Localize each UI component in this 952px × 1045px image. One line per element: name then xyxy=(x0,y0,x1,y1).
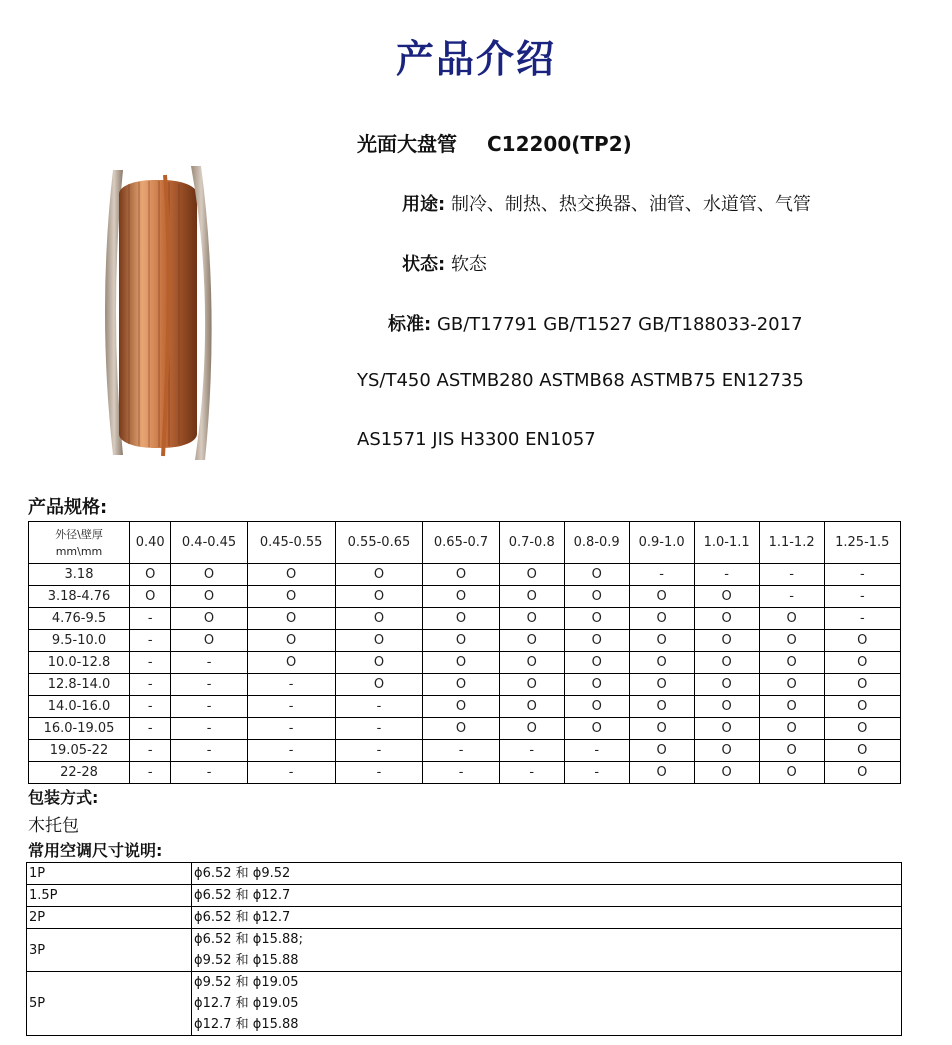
spec-availability-cell: - xyxy=(171,696,247,718)
usage-label: 用途: xyxy=(402,194,446,215)
ac-power-cell: 1P xyxy=(27,863,192,885)
spec-table xyxy=(28,521,901,784)
spec-availability-cell: O xyxy=(629,608,694,630)
ac-size-line: ϕ12.7 和 ϕ19.05 xyxy=(194,996,299,1011)
ac-row xyxy=(27,863,902,885)
spec-availability-cell: O xyxy=(759,652,824,674)
spec-availability-cell: O xyxy=(564,696,629,718)
standard-line-2: YS/T450 ASTMB280 ASTMB68 ASTMB75 EN12735 xyxy=(357,370,804,391)
spec-col-header: 0.65-0.7 xyxy=(423,522,499,564)
spec-availability-cell: O xyxy=(499,586,564,608)
ac-size-cell xyxy=(192,972,902,1036)
spec-row xyxy=(29,696,901,718)
spec-availability-cell: - xyxy=(130,608,171,630)
spec-col-header: 0.9-1.0 xyxy=(629,522,694,564)
spec-availability-cell: O xyxy=(564,564,629,586)
spec-col-header: 1.1-1.2 xyxy=(759,522,824,564)
spec-availability-cell: - xyxy=(171,762,247,784)
spec-availability-cell: - xyxy=(130,696,171,718)
spec-availability-cell: O xyxy=(694,608,759,630)
packing-section-label: 包装方式: xyxy=(28,788,99,807)
ac-power-cell: 5P xyxy=(27,972,192,1036)
product-code: C12200(TP2) xyxy=(487,132,632,156)
spec-availability-cell: - xyxy=(171,740,247,762)
spec-availability-cell: - xyxy=(824,608,900,630)
spec-col-header: 0.40 xyxy=(130,522,171,564)
spec-availability-cell: - xyxy=(423,762,499,784)
ac-size-line: ϕ12.7 和 ϕ15.88 xyxy=(194,1017,299,1032)
spec-availability-cell: O xyxy=(247,608,335,630)
spec-availability-cell: O xyxy=(629,696,694,718)
spec-availability-cell: O xyxy=(564,630,629,652)
spec-col-header: 0.4-0.45 xyxy=(171,522,247,564)
spec-availability-cell: O xyxy=(247,652,335,674)
spec-row xyxy=(29,762,901,784)
copper-coil-image xyxy=(95,160,220,465)
spec-availability-cell: O xyxy=(629,652,694,674)
spec-availability-cell: O xyxy=(423,652,499,674)
spec-availability-cell: - xyxy=(564,762,629,784)
spec-availability-cell: O xyxy=(564,652,629,674)
spec-availability-cell: O xyxy=(824,762,900,784)
spec-availability-cell: O xyxy=(694,740,759,762)
spec-availability-cell: O xyxy=(564,608,629,630)
spec-availability-cell: - xyxy=(171,718,247,740)
standard-line xyxy=(388,310,803,336)
spec-availability-cell: O xyxy=(171,564,247,586)
spec-availability-cell: O xyxy=(824,652,900,674)
page-title: 产品介绍 xyxy=(395,37,556,81)
spec-availability-cell: O xyxy=(694,718,759,740)
spec-row xyxy=(29,564,901,586)
standard-line-3: AS1571 JIS H3300 EN1057 xyxy=(357,429,596,450)
spec-availability-cell: O xyxy=(247,630,335,652)
state-label: 状态: xyxy=(402,254,446,275)
spec-availability-cell: O xyxy=(694,674,759,696)
spec-availability-cell: - xyxy=(171,652,247,674)
spec-od-cell: 10.0-12.8 xyxy=(29,652,130,674)
ac-size-cell xyxy=(192,863,902,885)
spec-col-header: 1.25-1.5 xyxy=(824,522,900,564)
spec-col-header: 0.45-0.55 xyxy=(247,522,335,564)
spec-availability-cell: O xyxy=(694,696,759,718)
spec-availability-cell: O xyxy=(247,586,335,608)
spec-availability-cell: - xyxy=(335,762,423,784)
ac-size-cell xyxy=(192,929,902,972)
spec-row xyxy=(29,674,901,696)
spec-availability-cell: O xyxy=(423,696,499,718)
spec-availability-cell: O xyxy=(423,564,499,586)
spec-availability-cell: O xyxy=(759,630,824,652)
spec-availability-cell: O xyxy=(629,586,694,608)
spec-availability-cell: O xyxy=(694,762,759,784)
spec-availability-cell: O xyxy=(335,586,423,608)
spec-availability-cell: O xyxy=(499,630,564,652)
spec-row xyxy=(29,608,901,630)
usage-line xyxy=(402,190,811,216)
ac-row xyxy=(27,885,902,907)
spec-availability-cell: O xyxy=(629,718,694,740)
spec-availability-cell: O xyxy=(759,718,824,740)
spec-availability-cell: O xyxy=(499,696,564,718)
spec-availability-cell: O xyxy=(564,586,629,608)
standard-label: 标准: xyxy=(388,314,432,335)
spec-availability-cell: O xyxy=(499,718,564,740)
spec-availability-cell: O xyxy=(423,608,499,630)
spec-availability-cell: O xyxy=(694,652,759,674)
spec-availability-cell: O xyxy=(335,652,423,674)
spec-availability-cell: O xyxy=(824,696,900,718)
spec-availability-cell: O xyxy=(759,762,824,784)
spec-availability-cell: - xyxy=(824,586,900,608)
spec-availability-cell: O xyxy=(824,674,900,696)
spec-availability-cell: O xyxy=(694,586,759,608)
spec-availability-cell: - xyxy=(130,652,171,674)
ac-size-line: ϕ9.52 和 ϕ15.88 xyxy=(194,953,299,968)
spec-availability-cell: O xyxy=(335,630,423,652)
product-name-text: 光面大盘管 xyxy=(357,132,457,156)
spec-section-label: 产品规格: xyxy=(28,497,108,518)
spec-row xyxy=(29,630,901,652)
spec-availability-cell: O xyxy=(759,696,824,718)
ac-row xyxy=(27,907,902,929)
spec-od-cell: 3.18-4.76 xyxy=(29,586,130,608)
spec-od-cell: 3.18 xyxy=(29,564,130,586)
ac-size-cell xyxy=(192,885,902,907)
ac-row xyxy=(27,929,902,972)
spec-availability-cell: - xyxy=(694,564,759,586)
spec-availability-cell: O xyxy=(130,564,171,586)
spec-availability-cell: O xyxy=(629,674,694,696)
spec-row xyxy=(29,652,901,674)
ac-size-line: ϕ6.52 和 ϕ12.7 xyxy=(194,910,291,925)
spec-availability-cell: O xyxy=(171,630,247,652)
spec-od-cell: 16.0-19.05 xyxy=(29,718,130,740)
spec-availability-cell: - xyxy=(335,696,423,718)
usage-value: 制冷、制热、热交换器、油管、水道管、气管 xyxy=(450,194,811,215)
spec-availability-cell: O xyxy=(499,674,564,696)
spec-availability-cell: O xyxy=(824,740,900,762)
spec-availability-cell: O xyxy=(759,740,824,762)
spec-availability-cell: O xyxy=(759,674,824,696)
spec-availability-cell: O xyxy=(564,718,629,740)
spec-availability-cell: - xyxy=(499,740,564,762)
spec-availability-cell: - xyxy=(247,718,335,740)
spec-availability-cell: - xyxy=(335,740,423,762)
ac-size-line: ϕ9.52 和 ϕ19.05 xyxy=(194,975,299,990)
spec-availability-cell: O xyxy=(423,630,499,652)
spec-availability-cell: - xyxy=(335,718,423,740)
spec-availability-cell: O xyxy=(171,586,247,608)
spec-availability-cell: O xyxy=(629,740,694,762)
ac-power-cell: 1.5P xyxy=(27,885,192,907)
spec-corner-header xyxy=(29,522,130,564)
spec-col-header: 0.8-0.9 xyxy=(564,522,629,564)
state-value: 软态 xyxy=(450,254,487,275)
spec-availability-cell: - xyxy=(247,674,335,696)
spec-availability-cell: - xyxy=(629,564,694,586)
packing-value: 木托包 xyxy=(28,816,79,836)
spec-col-header: 0.7-0.8 xyxy=(499,522,564,564)
spec-od-cell: 4.76-9.5 xyxy=(29,608,130,630)
spec-availability-cell: O xyxy=(629,630,694,652)
ac-row xyxy=(27,972,902,1036)
spec-availability-cell: O xyxy=(759,608,824,630)
spec-availability-cell: O xyxy=(824,718,900,740)
spec-availability-cell: - xyxy=(130,674,171,696)
corner-line-1: 外径\壁厚 xyxy=(55,527,103,541)
spec-row xyxy=(29,586,901,608)
spec-row xyxy=(29,740,901,762)
spec-od-cell: 9.5-10.0 xyxy=(29,630,130,652)
spec-availability-cell: O xyxy=(423,586,499,608)
spec-availability-cell: O xyxy=(423,718,499,740)
spec-availability-cell: O xyxy=(499,608,564,630)
spec-availability-cell: - xyxy=(759,586,824,608)
spec-availability-cell: - xyxy=(423,740,499,762)
spec-header-row xyxy=(29,522,901,564)
spec-availability-cell: O xyxy=(335,608,423,630)
ac-power-cell: 3P xyxy=(27,929,192,972)
spec-availability-cell: O xyxy=(499,564,564,586)
spec-availability-cell: O xyxy=(335,564,423,586)
spec-availability-cell: O xyxy=(247,564,335,586)
ac-size-line: ϕ6.52 和 ϕ9.52 xyxy=(194,866,291,881)
spec-availability-cell: O xyxy=(335,674,423,696)
spec-availability-cell: - xyxy=(499,762,564,784)
product-name xyxy=(357,128,632,157)
spec-col-header: 0.55-0.65 xyxy=(335,522,423,564)
spec-availability-cell: O xyxy=(499,652,564,674)
ac-size-line: ϕ6.52 和 ϕ15.88; xyxy=(194,932,303,947)
spec-availability-cell: - xyxy=(130,630,171,652)
state-line xyxy=(402,250,487,276)
standard-line-1: GB/T17791 GB/T1527 GB/T188033-2017 xyxy=(436,314,803,335)
spec-od-cell: 14.0-16.0 xyxy=(29,696,130,718)
spec-availability-cell: O xyxy=(130,586,171,608)
ac-size-line: ϕ6.52 和 ϕ12.7 xyxy=(194,888,291,903)
spec-col-header: 1.0-1.1 xyxy=(694,522,759,564)
spec-availability-cell: - xyxy=(130,762,171,784)
spec-availability-cell: O xyxy=(423,674,499,696)
ac-size-cell xyxy=(192,907,902,929)
spec-availability-cell: - xyxy=(171,674,247,696)
spec-availability-cell: - xyxy=(824,564,900,586)
spec-availability-cell: O xyxy=(629,762,694,784)
spec-od-cell: 22-28 xyxy=(29,762,130,784)
spec-od-cell: 12.8-14.0 xyxy=(29,674,130,696)
spec-availability-cell: - xyxy=(759,564,824,586)
spec-availability-cell: O xyxy=(694,630,759,652)
ac-section-label: 常用空调尺寸说明: xyxy=(28,841,163,860)
ac-power-cell: 2P xyxy=(27,907,192,929)
spec-row xyxy=(29,718,901,740)
spec-availability-cell: - xyxy=(564,740,629,762)
spec-availability-cell: O xyxy=(171,608,247,630)
ac-size-table xyxy=(26,862,902,1036)
spec-availability-cell: - xyxy=(247,696,335,718)
corner-line-2: mm\mm xyxy=(55,544,103,558)
spec-od-cell: 19.05-22 xyxy=(29,740,130,762)
spec-availability-cell: - xyxy=(130,740,171,762)
spec-availability-cell: - xyxy=(247,740,335,762)
spec-availability-cell: - xyxy=(247,762,335,784)
spec-availability-cell: - xyxy=(130,718,171,740)
spec-availability-cell: O xyxy=(824,630,900,652)
spec-availability-cell: O xyxy=(564,674,629,696)
